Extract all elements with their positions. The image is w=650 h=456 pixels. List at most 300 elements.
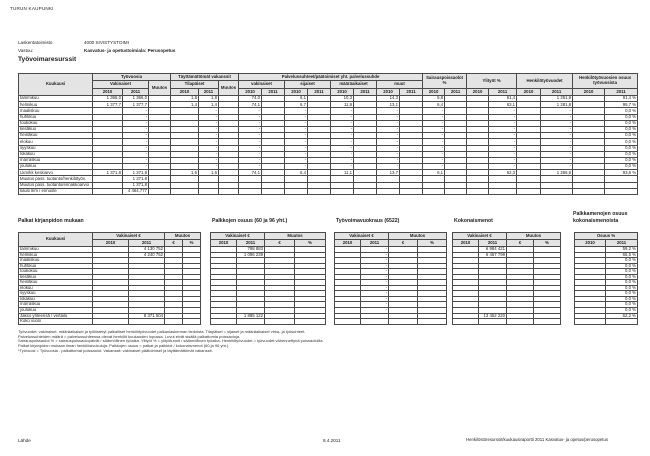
- table-cell: -: [377, 120, 400, 126]
- table-cell: 13,1: [377, 102, 400, 108]
- table-cell: 11,9: [331, 102, 354, 108]
- table-cell: 62,2 %: [606, 313, 638, 319]
- table-cell: 0,0 %: [605, 164, 638, 170]
- table-cell: 95,7 %: [605, 102, 638, 108]
- table-cell: -: [377, 108, 400, 114]
- year-header: 2011: [479, 240, 507, 247]
- unit-value: 4000 SIVISTYSTOIMI: [84, 40, 129, 45]
- change-header: Muutos: [265, 233, 326, 240]
- table-cell: -: [199, 114, 219, 120]
- payroll-share-title-line1: Palkkamenojen osuus: [573, 211, 628, 217]
- table-cell: 6,4: [423, 102, 445, 108]
- row-label: kesäkuu: [19, 274, 93, 280]
- unit-header: €: [265, 240, 295, 247]
- table-cell: -: [377, 164, 400, 170]
- table-cell: 0,0 %: [605, 108, 638, 114]
- table-cell: 6,1: [285, 96, 308, 102]
- table-cell: 63,1: [489, 102, 517, 108]
- table-cell: 4 464,777: [123, 188, 149, 194]
- table-cell: 1,4: [199, 102, 219, 108]
- table-cell: -: [361, 285, 389, 291]
- unit-label: Laskentatoimisto: [18, 40, 53, 45]
- table-cell: -: [423, 139, 445, 145]
- table-cell: -: [285, 145, 308, 151]
- table-cell: [453, 319, 479, 325]
- table-cell: [308, 188, 331, 194]
- subgroup-header: sijaiset: [285, 81, 331, 89]
- group-header: Palvelussuhteet/päätoimiset yht. palvelussuhde: [239, 74, 423, 81]
- table-cell: 1 251,9: [541, 96, 573, 102]
- year-header: 2010: [423, 88, 445, 96]
- year-header: 2011: [237, 240, 265, 247]
- row-label: joulukuu: [19, 164, 93, 170]
- table-cell: -: [331, 120, 354, 126]
- unit-header: €: [389, 240, 418, 247]
- payroll-share-table: [574, 232, 638, 325]
- table-cell: 0,0 %: [606, 308, 638, 314]
- table-cell: 1 895 122: [237, 313, 265, 319]
- table-cell: -: [331, 157, 354, 163]
- responsibility-value: Kasvatus- ja opetustoimiala: Perusopetus: [84, 48, 176, 53]
- table-cell: -: [361, 269, 389, 275]
- table-row: [335, 319, 447, 325]
- table-cell: -: [361, 302, 389, 308]
- table-cell: [400, 188, 423, 194]
- table-cell: -: [489, 164, 517, 170]
- table-cell: 1 371,8: [123, 182, 149, 188]
- row-label: Muutos pass. tuotanto/henkilötyöv.: [19, 176, 93, 182]
- row-label: tammikuu: [19, 96, 93, 102]
- table-row: [575, 319, 638, 325]
- table-cell: 13,7: [377, 170, 400, 176]
- table-cell: [361, 319, 389, 325]
- row-label: joulukuu: [19, 308, 93, 314]
- table-cell: -: [285, 164, 308, 170]
- table-cell: -: [423, 157, 445, 163]
- table-cell: 6,7: [285, 102, 308, 108]
- table-cell: -: [361, 263, 389, 269]
- year-header: 2010: [575, 240, 606, 247]
- table-cell: -: [541, 120, 573, 126]
- table-cell: -: [285, 157, 308, 163]
- table-cell: 1,6: [199, 170, 219, 176]
- subgroup-header: Muutos: [149, 81, 171, 96]
- amount-header: Vakinaiset €: [93, 233, 165, 240]
- table-cell: -: [239, 157, 262, 163]
- table-cell: [575, 319, 606, 325]
- table-cell: 65,5 %: [606, 252, 638, 258]
- group-header: Ylityöt %: [467, 74, 517, 89]
- table-cell: -: [331, 139, 354, 145]
- row-label: huhtikuu: [19, 263, 93, 269]
- table-cell: -: [239, 164, 262, 170]
- table-cell: 4 130 752: [129, 247, 165, 253]
- table-cell: [93, 188, 123, 194]
- table-cell: -: [331, 151, 354, 157]
- responsibility-label: Vastuu:: [18, 48, 34, 53]
- year-header: 2011: [541, 88, 573, 96]
- table-cell: -: [423, 145, 445, 151]
- table-cell: 6 467 799: [479, 252, 507, 258]
- table-cell: 0,0 %: [605, 157, 638, 163]
- table-cell: [418, 319, 447, 325]
- table-cell: -: [423, 108, 445, 114]
- table-cell: -: [123, 114, 149, 120]
- table-cell: -: [423, 120, 445, 126]
- table-cell: -: [199, 139, 219, 145]
- table-cell: [423, 188, 445, 194]
- table-cell: 0,0 %: [605, 114, 638, 120]
- unit-header: %: [418, 240, 447, 247]
- row-label: marraskuu: [19, 302, 93, 308]
- unit-header: €: [507, 240, 534, 247]
- table-cell: -: [199, 157, 219, 163]
- row-label: maaliskuu: [19, 258, 93, 264]
- year-header: 2011: [605, 88, 638, 96]
- table-cell: -: [423, 114, 445, 120]
- table-cell: [479, 319, 507, 325]
- row-label: lokakuu: [19, 151, 93, 157]
- subgroup-header: muut: [377, 81, 423, 89]
- table-cell: -: [331, 126, 354, 132]
- table-cell: 74,1: [239, 170, 262, 176]
- table-cell: -: [423, 126, 445, 132]
- table-cell: -: [285, 114, 308, 120]
- table-cell: [354, 188, 377, 194]
- table-cell: [285, 188, 308, 194]
- table-cell: -: [239, 133, 262, 139]
- table-cell: 1 096 239: [237, 252, 265, 258]
- table-cell: -: [361, 252, 389, 258]
- table-cell: -: [489, 145, 517, 151]
- table-cell: -: [377, 145, 400, 151]
- table-cell: [171, 188, 199, 194]
- row-label: kesäkuu: [19, 126, 93, 132]
- year-header: 2011: [262, 88, 285, 96]
- table-cell: 13 452 220: [479, 313, 507, 319]
- table-cell: -: [285, 120, 308, 126]
- table-cell: [517, 188, 541, 194]
- table-cell: 1,4: [171, 102, 199, 108]
- table-cell: 5,8: [423, 96, 445, 102]
- subgroup-header: vakinaiset: [239, 81, 285, 89]
- table-cell: -: [123, 133, 149, 139]
- row-label: syyskuu: [19, 145, 93, 151]
- row-label: lokakuu: [19, 296, 93, 302]
- row-label: maaliskuu: [19, 108, 93, 114]
- workforce-table: [18, 73, 638, 195]
- table-cell: [237, 319, 265, 325]
- table-cell: [211, 319, 237, 325]
- table-cell: -: [377, 151, 400, 157]
- row-label: heinäkuu: [19, 280, 93, 286]
- table-cell: -: [541, 114, 573, 120]
- table-row: [19, 319, 201, 325]
- footnote-line: Työvuodet: vakinaiset, määräaikaiset ja työllistetyt palkalliset henkilötyövuodet palkanlaskennan tiedoista. Tilapäiset = sijaiset ja määräaikaiset virka- ja työsuhteet.: [18, 329, 306, 334]
- table-cell: -: [361, 258, 389, 264]
- table-cell: -: [123, 164, 149, 170]
- table-cell: 1,8: [171, 96, 199, 102]
- table-cell: 6,1: [423, 170, 445, 176]
- table-cell: -: [489, 151, 517, 157]
- year-header: 2010: [93, 88, 123, 96]
- table-cell: [467, 188, 489, 194]
- subgroup-header: määräaikaiset: [331, 81, 377, 89]
- year-header: 2010: [285, 88, 308, 96]
- table-cell: 61,4: [489, 96, 517, 102]
- table-cell: 0,0 %: [606, 274, 638, 280]
- change-header: Muutos: [389, 233, 447, 240]
- table-cell: -: [239, 108, 262, 114]
- table-row: [211, 319, 326, 325]
- row-label: Jakso yhteensä / vertailu: [19, 313, 93, 319]
- group-header: Työvuosia: [93, 74, 171, 81]
- table-cell: 0,0 %: [605, 126, 638, 132]
- table-cell: 74,0: [239, 96, 262, 102]
- year-header: 2011: [606, 240, 638, 247]
- table-cell: -: [123, 151, 149, 157]
- table-cell: 62,3: [489, 170, 517, 176]
- table-cell: [265, 319, 295, 325]
- table-cell: [93, 319, 129, 325]
- table-cell: -: [285, 139, 308, 145]
- table-cell: -: [239, 120, 262, 126]
- table-cell: -: [199, 126, 219, 132]
- table-cell: -: [331, 133, 354, 139]
- year-header: 2010: [335, 240, 361, 247]
- table-cell: -: [361, 308, 389, 314]
- table-cell: -: [377, 133, 400, 139]
- year-header: 2010: [331, 88, 354, 96]
- row-label: elokuu: [19, 285, 93, 291]
- table-cell: 14,3: [377, 96, 400, 102]
- table-cell: -: [199, 108, 219, 114]
- year-header: 2010: [517, 88, 541, 96]
- group-header: Täyttämättömät vakanssit: [171, 74, 239, 81]
- year-header-row: [19, 88, 638, 96]
- table-cell: 1 366,0: [123, 96, 149, 102]
- footnotes: [18, 330, 324, 354]
- year-header: 2010: [573, 88, 605, 96]
- table-cell: 0,0 %: [605, 139, 638, 145]
- footnote-line: *Työvuosi = Työvuosia - palkattomat poissaolot. Vakanssit: vakinaiset päätoimiset ja täyttämättömät vakanssit.: [18, 347, 213, 353]
- table-cell: 1 266,9: [541, 170, 573, 176]
- year-header: 2010: [171, 88, 199, 96]
- table-cell: [165, 319, 183, 325]
- table-cell: 0,0 %: [605, 133, 638, 139]
- row-label: toukokuu: [19, 120, 93, 126]
- row-label: toukokuu: [19, 269, 93, 275]
- table-cell: [389, 319, 418, 325]
- table-cell: 0,0 %: [606, 263, 638, 269]
- table-cell: 59,2 %: [606, 247, 638, 253]
- table-cell: -: [239, 145, 262, 151]
- footnote-line: Palkat kirjanpidon mukaan ilman henkilösivukuluja. Palkkojen osuus = palkat ja palkkiot / kokonaismenot (60 ja 96 yht.).: [18, 343, 230, 349]
- table-cell: 1 366,0: [93, 96, 123, 102]
- labour-hire-title: Työvoimavuokraus (6522): [336, 218, 400, 224]
- year-header: 2011: [489, 88, 517, 96]
- table-cell: -: [541, 108, 573, 114]
- table-cell: [129, 319, 165, 325]
- table-cell: -: [541, 133, 573, 139]
- table-cell: [335, 319, 361, 325]
- table-row: [19, 188, 638, 194]
- row-label: heinäkuu: [19, 133, 93, 139]
- table-cell: -: [489, 157, 517, 163]
- row-label: syyskuu: [19, 291, 93, 297]
- total-costs-table: [452, 232, 561, 325]
- table-cell: [541, 188, 573, 194]
- year-header: 2010: [93, 240, 129, 247]
- table-cell: -: [423, 151, 445, 157]
- table-cell: -: [123, 145, 149, 151]
- table-cell: -: [489, 139, 517, 145]
- table-row: [453, 319, 561, 325]
- table-cell: [534, 319, 561, 325]
- group-header: Sairauspoissaolot %: [423, 74, 467, 89]
- table-cell: 1 377,7: [123, 102, 149, 108]
- table-cell: -: [541, 139, 573, 145]
- table-cell: -: [489, 126, 517, 132]
- year-header: 2010: [453, 240, 479, 247]
- table-cell: -: [489, 114, 517, 120]
- subgroup-header: Muutos: [219, 81, 239, 96]
- table-cell: -: [377, 139, 400, 145]
- unit-header: %: [295, 240, 326, 247]
- table-cell: [507, 319, 534, 325]
- table-cell: [219, 188, 239, 194]
- table-cell: -: [331, 164, 354, 170]
- row-label: helmikuu: [19, 252, 93, 258]
- table-cell: 0,0 %: [606, 296, 638, 302]
- group-header: Henkilötyövuosien osuus työvuosista: [573, 74, 638, 89]
- table-cell: -: [331, 145, 354, 151]
- year-header: 2011: [445, 88, 467, 96]
- table-cell: -: [199, 151, 219, 157]
- table-cell: 0,0 %: [605, 151, 638, 157]
- share-header: Osuus %: [575, 233, 638, 240]
- table-cell: -: [361, 274, 389, 280]
- table-cell: 1 371,8: [93, 170, 123, 176]
- table-cell: -: [489, 108, 517, 114]
- table-cell: 0,0 %: [606, 269, 638, 275]
- table-cell: 1,8: [199, 96, 219, 102]
- footnote-line: Sairauspoissaolot % = sairauspoissaolopäivät / säännöllinen työaika. Ylityöt % = ylityötunnit / säännöllinen työaika. Henkilötyövuodet = työvuodet vähennettynä poissaoloilla.: [18, 338, 324, 344]
- payroll-share-title-line2: kokonaismenoista: [573, 218, 619, 224]
- table-cell: -: [239, 126, 262, 132]
- table-cell: -: [541, 157, 573, 163]
- unit-header: %: [183, 240, 201, 247]
- change-header: Muutos: [507, 233, 561, 240]
- row-label: Lkm/kk keskiarvo: [19, 170, 93, 176]
- table-cell: -: [123, 120, 149, 126]
- table-cell: [199, 188, 219, 194]
- table-cell: 4 240 752: [129, 252, 165, 258]
- table-cell: 1 281,8: [541, 102, 573, 108]
- section-title: Työvoimaresurssit: [18, 56, 77, 63]
- table-cell: -: [361, 296, 389, 302]
- table-cell: [262, 188, 285, 194]
- unit-header: %: [534, 240, 561, 247]
- table-cell: -: [199, 164, 219, 170]
- table-cell: 91,4 %: [605, 96, 638, 102]
- organization-name: TURUN KAUPUNKI: [10, 6, 54, 11]
- labour-hire-table: [334, 232, 447, 325]
- table-cell: -: [199, 120, 219, 126]
- year-header: 2010: [211, 240, 237, 247]
- table-cell: -: [331, 108, 354, 114]
- row-label: Muutos pass. tuotanto/ennakkoarvio: [19, 182, 93, 188]
- row-label: tammikuu: [19, 247, 93, 253]
- amount-header: Vakinaiset €: [453, 233, 507, 240]
- table-cell: [331, 188, 354, 194]
- table-cell: 0,0 %: [606, 285, 638, 291]
- footer-report-name: Henkilöstöresurssit/kuukausiraportti 2011 Kasvatus- ja opetus/perusopetus: [466, 437, 609, 442]
- table-cell: -: [199, 133, 219, 139]
- subgroup-header: Tilapäiset: [171, 81, 219, 89]
- row-label: kausi lkm / ennuste: [19, 188, 93, 194]
- year-header: 2010: [467, 88, 489, 96]
- table-cell: -: [361, 280, 389, 286]
- table-cell: 6 984 421: [479, 247, 507, 253]
- year-header: 2011: [129, 240, 165, 247]
- table-cell: -: [541, 151, 573, 157]
- table-cell: -: [377, 114, 400, 120]
- table-cell: 1,6: [171, 170, 199, 176]
- table-cell: [573, 188, 605, 194]
- table-cell: 1 371,8: [123, 170, 149, 176]
- table-cell: [239, 188, 262, 194]
- table-cell: 10,3: [331, 96, 354, 102]
- footnote-line: Palvelussuhteiden määrä = palvelussuhteessa olevat henkilöt kuukauden lopussa. Luvut eivät sisällä palkattomia poissaoloja.: [18, 333, 241, 339]
- year-header: 2011: [123, 88, 149, 96]
- table-cell: 798 883: [237, 247, 265, 253]
- table-cell: 0,0 %: [605, 145, 638, 151]
- table-cell: -: [285, 108, 308, 114]
- table-cell: -: [541, 145, 573, 151]
- table-cell: -: [489, 133, 517, 139]
- table-cell: -: [285, 126, 308, 132]
- table-cell: [183, 319, 201, 325]
- table-cell: -: [123, 126, 149, 132]
- year-header: 2010: [239, 88, 262, 96]
- table-cell: 1 377,7: [93, 102, 123, 108]
- year-header: 2011: [308, 88, 331, 96]
- table-cell: [489, 188, 517, 194]
- table-cell: -: [489, 120, 517, 126]
- table-cell: [445, 188, 467, 194]
- table-cell: -: [239, 151, 262, 157]
- table-cell: 0,0 %: [606, 302, 638, 308]
- table-cell: [605, 188, 638, 194]
- month-column-header: Kuukausi: [19, 74, 93, 96]
- row-label: huhtikuu: [19, 114, 93, 120]
- table-cell: -: [239, 139, 262, 145]
- table-cell: 11,1: [331, 170, 354, 176]
- row-label: elokuu: [19, 139, 93, 145]
- table-cell: -: [423, 164, 445, 170]
- table-cell: 0,0 %: [605, 120, 638, 126]
- table-cell: -: [541, 126, 573, 132]
- table-cell: [606, 319, 638, 325]
- table-cell: -: [123, 108, 149, 114]
- table-cell: -: [541, 164, 573, 170]
- table-cell: -: [361, 247, 389, 253]
- table-cell: -: [361, 291, 389, 297]
- year-header: 2011: [199, 88, 219, 96]
- table-cell: -: [423, 133, 445, 139]
- table-cell: 6,4: [285, 170, 308, 176]
